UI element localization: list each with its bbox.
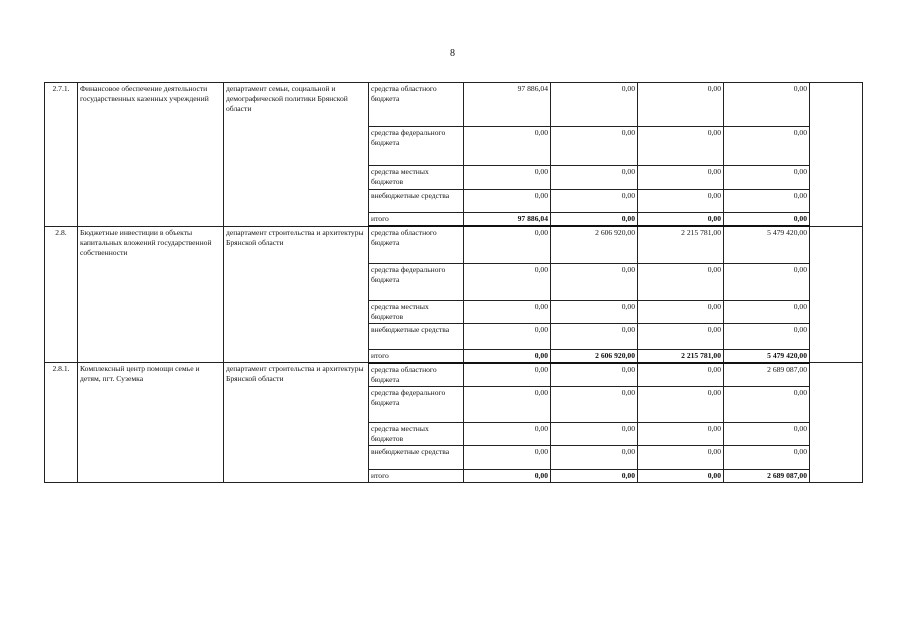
amount-cell: 0,00 xyxy=(551,166,638,190)
funding-source: средства местных бюджетов xyxy=(369,166,464,190)
amount-cell: 0,00 xyxy=(464,386,551,422)
amount-cell: 0,00 xyxy=(551,363,638,387)
empty-cell xyxy=(810,83,863,227)
amount-cell: 2 689 087,00 xyxy=(724,363,810,387)
funding-source: средства федерального бюджета xyxy=(369,263,464,300)
amount-cell: 0,00 xyxy=(724,323,810,349)
total-cell: 0,00 xyxy=(464,349,551,363)
amount-cell: 0,00 xyxy=(724,386,810,422)
amount-cell: 0,00 xyxy=(464,166,551,190)
amount-cell: 0,00 xyxy=(724,422,810,445)
section-index: 2.8.1. xyxy=(45,363,78,483)
budget-table xyxy=(44,82,863,483)
amount-cell: 0,00 xyxy=(551,300,638,323)
total-cell: 97 886,04 xyxy=(464,213,551,227)
total-cell: 2 215 781,00 xyxy=(638,349,724,363)
amount-cell: 0,00 xyxy=(724,445,810,469)
amount-cell: 0,00 xyxy=(464,445,551,469)
section-executor: департамент строительства и архитектуры Брянской области xyxy=(224,226,369,363)
amount-cell: 0,00 xyxy=(724,166,810,190)
amount-cell: 0,00 xyxy=(638,422,724,445)
amount-cell: 0,00 xyxy=(464,226,551,263)
amount-cell: 0,00 xyxy=(724,300,810,323)
total-cell: 2 606 920,00 xyxy=(551,349,638,363)
amount-cell: 0,00 xyxy=(551,386,638,422)
amount-cell: 0,00 xyxy=(638,363,724,387)
amount-cell: 2 606 920,00 xyxy=(551,226,638,263)
funding-source: средства областного бюджета xyxy=(369,83,464,127)
amount-cell: 0,00 xyxy=(724,83,810,127)
funding-source: внебюджетные средства xyxy=(369,445,464,469)
total-label: итого xyxy=(369,469,464,482)
funding-source: средства местных бюджетов xyxy=(369,300,464,323)
amount-cell: 0,00 xyxy=(464,190,551,213)
page-number: 8 xyxy=(450,48,455,59)
amount-cell: 0,00 xyxy=(464,323,551,349)
amount-cell: 5 479 420,00 xyxy=(724,226,810,263)
total-cell: 0,00 xyxy=(551,213,638,227)
amount-cell: 0,00 xyxy=(464,363,551,387)
amount-cell: 0,00 xyxy=(638,166,724,190)
amount-cell: 0,00 xyxy=(464,127,551,166)
amount-cell: 0,00 xyxy=(551,323,638,349)
amount-cell: 2 215 781,00 xyxy=(638,226,724,263)
section-name: Бюджетные инвестиции в объекты капитальных вложений государственной собственности xyxy=(78,226,224,363)
amount-cell: 0,00 xyxy=(638,127,724,166)
funding-source: средства местных бюджетов xyxy=(369,422,464,445)
amount-cell: 0,00 xyxy=(464,422,551,445)
table-row xyxy=(45,83,863,127)
amount-cell: 0,00 xyxy=(638,300,724,323)
total-cell: 0,00 xyxy=(638,213,724,227)
total-label: итого xyxy=(369,213,464,227)
total-cell: 0,00 xyxy=(638,469,724,482)
funding-source: средства федерального бюджета xyxy=(369,127,464,166)
section-executor: департамент строительства и архитектуры Брянской области xyxy=(224,363,369,483)
amount-cell: 0,00 xyxy=(551,445,638,469)
amount-cell: 0,00 xyxy=(724,190,810,213)
funding-source: средства областного бюджета xyxy=(369,363,464,387)
total-cell: 2 689 087,00 xyxy=(724,469,810,482)
table-row xyxy=(45,226,863,263)
amount-cell: 0,00 xyxy=(638,263,724,300)
amount-cell: 0,00 xyxy=(638,445,724,469)
funding-source: средства областного бюджета xyxy=(369,226,464,263)
amount-cell: 0,00 xyxy=(464,300,551,323)
amount-cell: 0,00 xyxy=(638,83,724,127)
total-label: итого xyxy=(369,349,464,363)
total-cell: 0,00 xyxy=(551,469,638,482)
total-cell: 0,00 xyxy=(724,213,810,227)
amount-cell: 0,00 xyxy=(638,386,724,422)
amount-cell: 0,00 xyxy=(551,263,638,300)
section-executor: департамент семьи, социальной и демографической политики Брянской области xyxy=(224,83,369,227)
amount-cell: 0,00 xyxy=(724,127,810,166)
amount-cell: 0,00 xyxy=(551,127,638,166)
total-cell: 0,00 xyxy=(464,469,551,482)
section-name: Финансовое обеспечение деятельности государственных казенных учреждений xyxy=(78,83,224,227)
funding-source: средства федерального бюджета xyxy=(369,386,464,422)
total-cell: 5 479 420,00 xyxy=(724,349,810,363)
section-index: 2.7.1. xyxy=(45,83,78,227)
amount-cell: 0,00 xyxy=(724,263,810,300)
empty-cell xyxy=(810,226,863,363)
funding-source: внебюджетные средства xyxy=(369,190,464,213)
amount-cell: 0,00 xyxy=(551,83,638,127)
amount-cell: 0,00 xyxy=(638,190,724,213)
amount-cell: 0,00 xyxy=(638,323,724,349)
empty-cell xyxy=(810,363,863,483)
table-row xyxy=(45,363,863,387)
section-index: 2.8. xyxy=(45,226,78,363)
amount-cell: 0,00 xyxy=(551,190,638,213)
amount-cell: 0,00 xyxy=(551,422,638,445)
amount-cell: 0,00 xyxy=(464,263,551,300)
funding-source: внебюджетные средства xyxy=(369,323,464,349)
amount-cell: 97 886,04 xyxy=(464,83,551,127)
section-name: Комплексный центр помощи семье и детям, пгт. Суземка xyxy=(78,363,224,483)
